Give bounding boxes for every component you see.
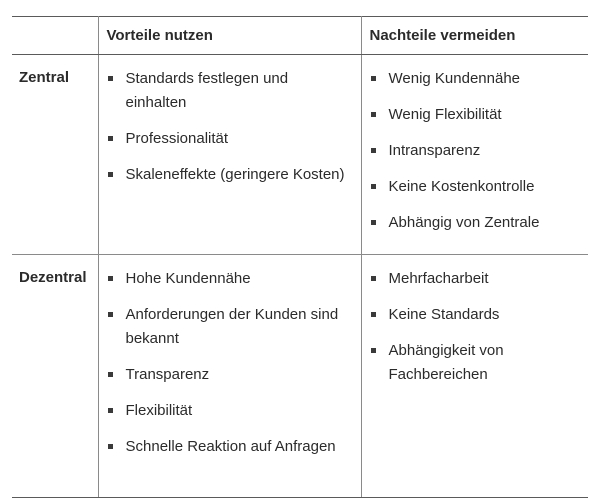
list-item: Mehrfacharbeit bbox=[362, 267, 589, 291]
list-item: Wenig Kundennähe bbox=[362, 67, 589, 91]
cons-list-zentral bbox=[362, 55, 589, 235]
comparison-table bbox=[12, 16, 588, 498]
cell-dezentral-pros bbox=[98, 255, 361, 498]
list-item: Professionalität bbox=[99, 127, 361, 151]
cell-zentral-pros bbox=[98, 55, 361, 255]
cell-dezentral-cons bbox=[361, 255, 588, 498]
list-item: Keine Kostenkontrolle bbox=[362, 175, 589, 199]
list-item: Abhängigkeit von Fachbereichen bbox=[362, 339, 589, 387]
table-row-zentral bbox=[12, 55, 588, 255]
list-item: Standards festlegen und einhalten bbox=[99, 67, 361, 115]
list-item: Transparenz bbox=[99, 363, 361, 387]
list-item: Keine Standards bbox=[362, 303, 589, 327]
row-label-zentral: Zentral bbox=[12, 55, 98, 255]
list-item: Skaleneffekte (geringere Kosten) bbox=[99, 163, 361, 187]
row-label-dezentral: Dezentral bbox=[12, 255, 98, 498]
cell-zentral-cons bbox=[361, 55, 588, 255]
pros-list-zentral bbox=[99, 55, 361, 187]
list-item: Intransparenz bbox=[362, 139, 589, 163]
header-cons: Nachteile vermeiden bbox=[361, 17, 588, 55]
list-item: Abhängig von Zentrale bbox=[362, 211, 589, 235]
list-item: Wenig Flexibilität bbox=[362, 103, 589, 127]
header-row bbox=[12, 17, 588, 55]
list-item: Hohe Kundennähe bbox=[99, 267, 361, 291]
list-item: Anforderungen der Kunden sind bekannt bbox=[99, 303, 361, 351]
pros-list-dezentral bbox=[99, 255, 361, 459]
table-row-dezentral bbox=[12, 255, 588, 498]
header-pros: Vorteile nutzen bbox=[98, 17, 361, 55]
header-corner-cell bbox=[12, 17, 98, 55]
cons-list-dezentral bbox=[362, 255, 589, 387]
list-item: Schnelle Reaktion auf Anfragen bbox=[99, 435, 361, 459]
list-item: Flexibilität bbox=[99, 399, 361, 423]
